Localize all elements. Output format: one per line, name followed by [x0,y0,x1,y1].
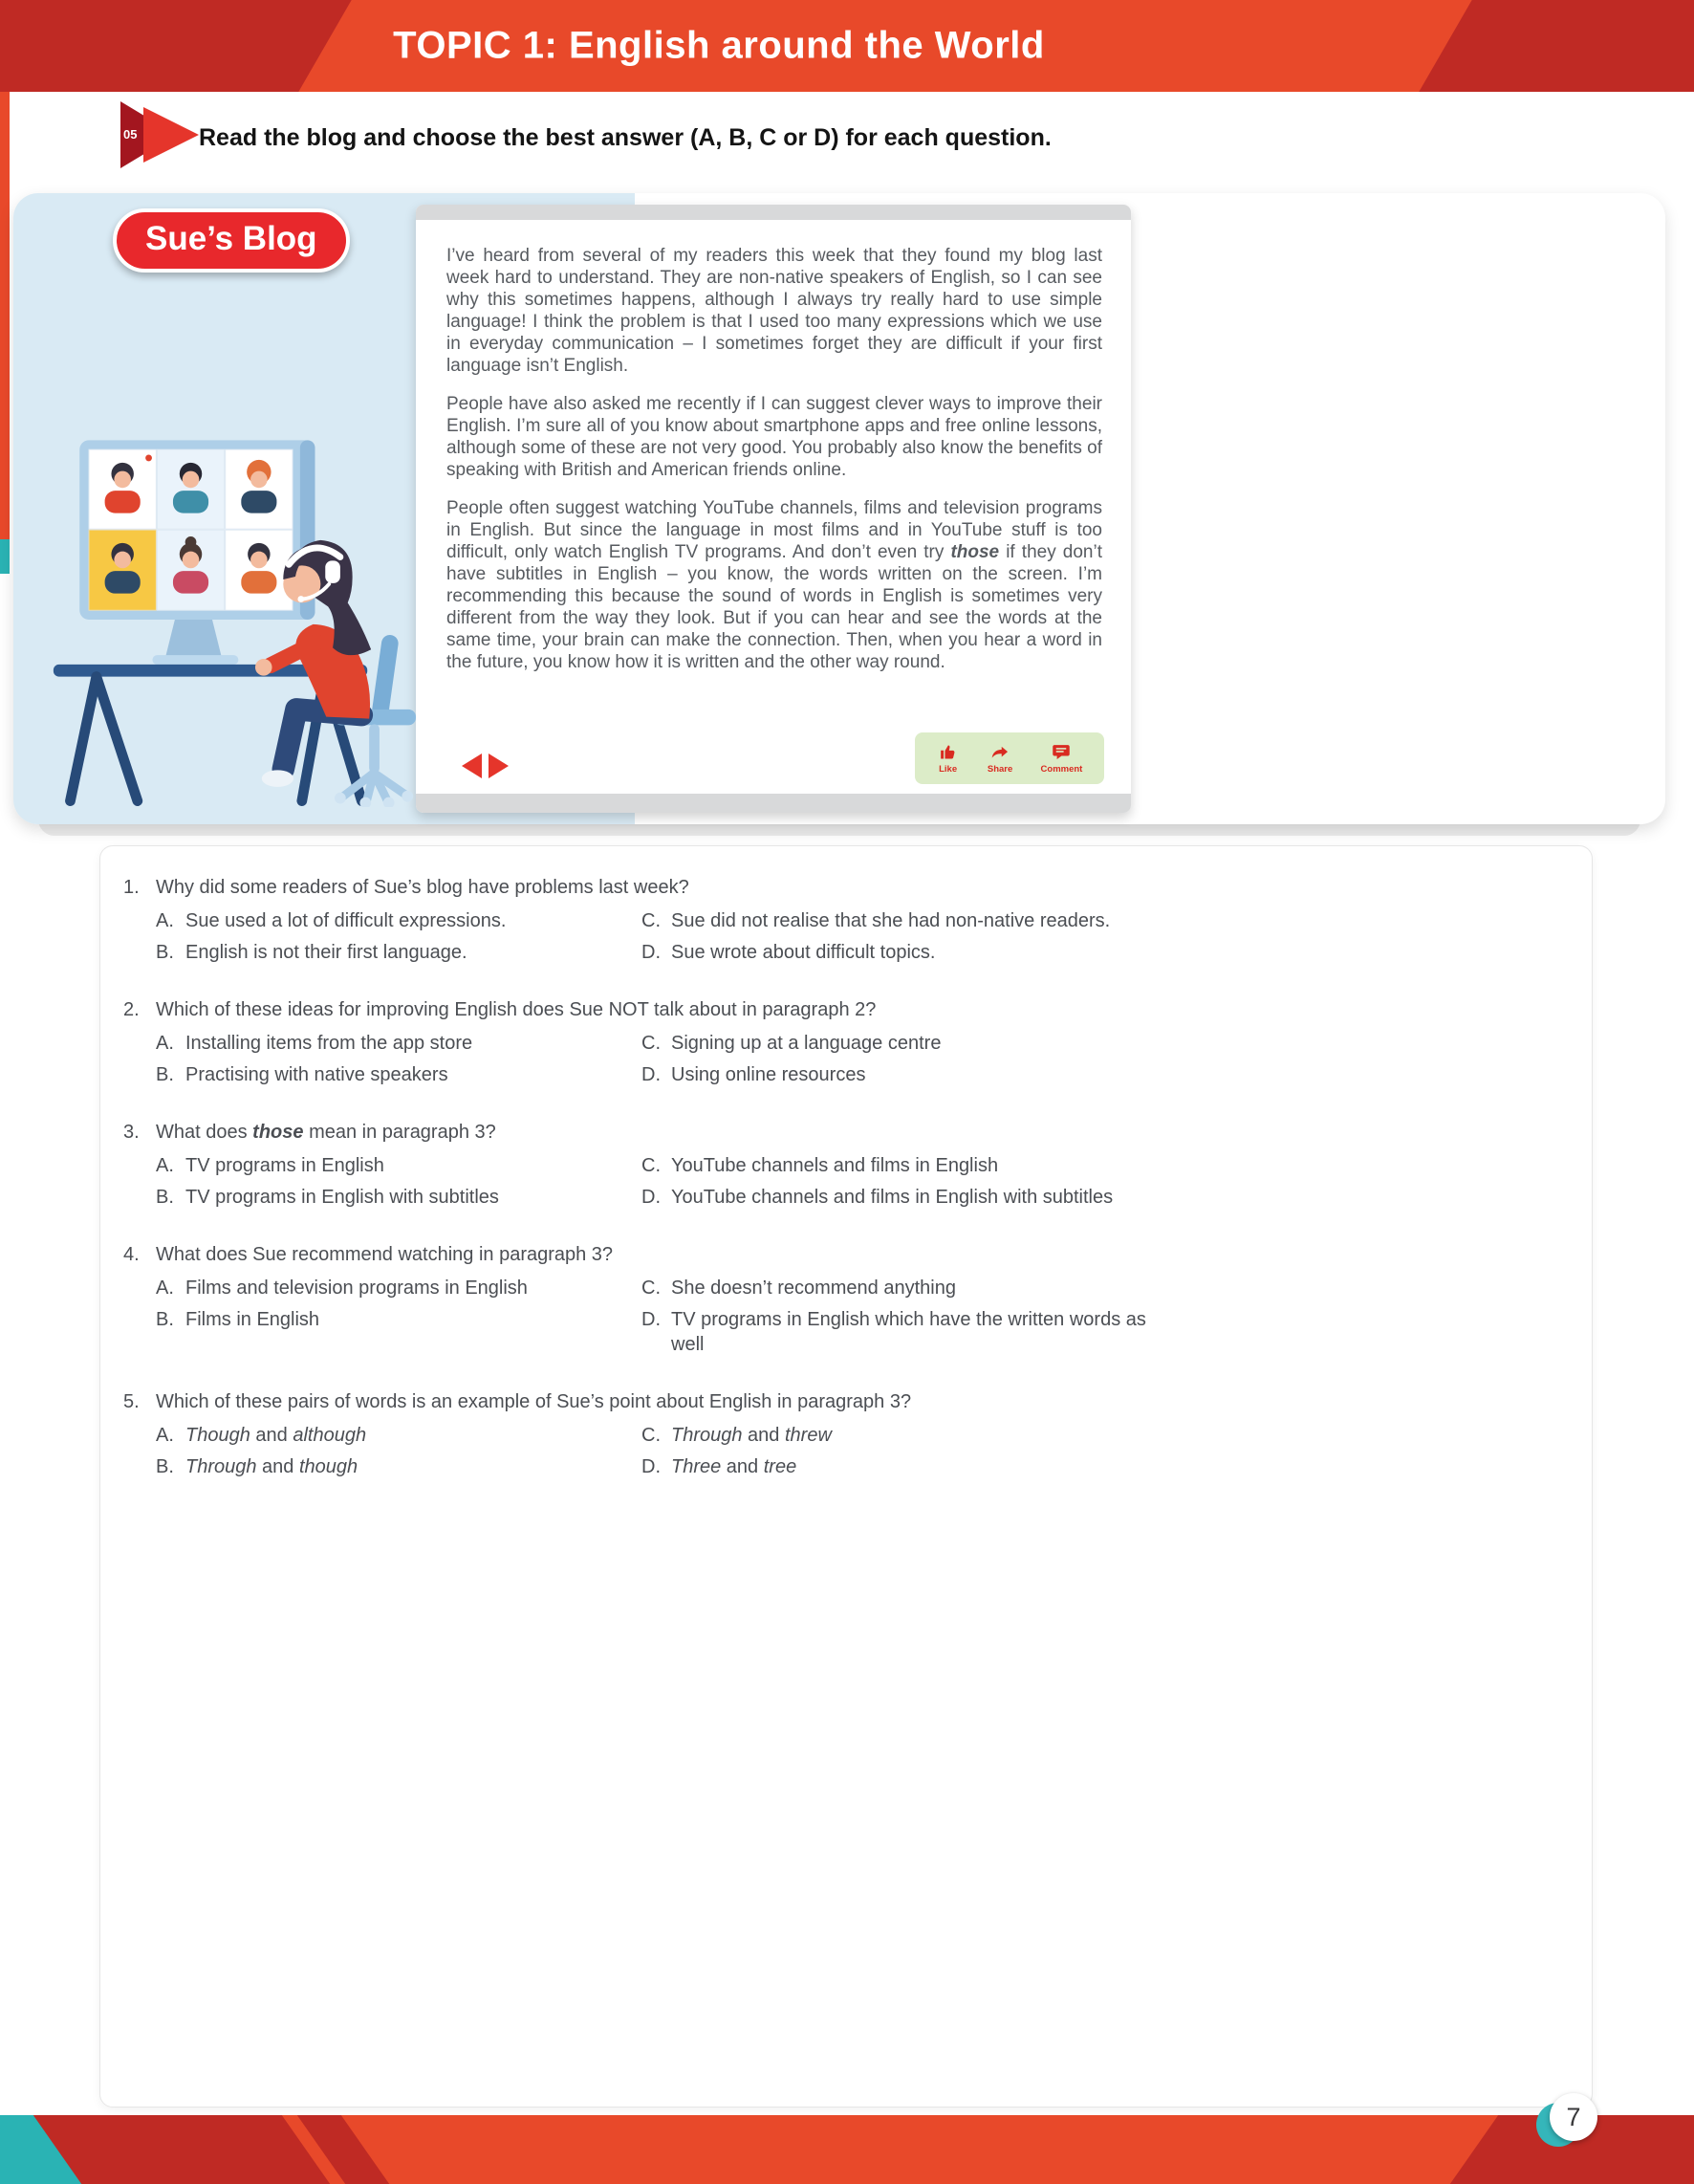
option-text: YouTube channels and films in English [671,1155,999,1176]
question-text: Which of these ideas for improving English does Sue NOT talk about in paragraph 2? [156,999,877,1020]
option-text: TV programs in English which have the written words as well [671,1309,1146,1355]
comment-label: Comment [1040,764,1083,775]
topic-title: TOPIC 1: English around the World [393,24,1045,67]
blog-pagination-arrows [462,753,509,778]
question-options [156,1423,1557,1479]
option-item [641,1307,1177,1357]
question-item [123,1242,1557,1357]
option-text: English is not their first language. [185,942,467,963]
video-call-illustration [48,432,459,807]
option-letter: B. [156,1456,174,1477]
option-item [641,1153,1177,1178]
question-number: 5. [123,1391,140,1412]
option-item [641,908,1177,933]
comment-bubble-icon [1050,742,1073,762]
option-item [156,1062,641,1087]
option-item [156,1454,641,1479]
question-item [123,997,1557,1087]
question-options [156,1276,1557,1357]
option-item [156,1307,641,1357]
page-edge-strip-teal [0,539,10,574]
question-text: Why did some readers of Sue’s blog have problems last week? [156,877,689,898]
option-letter: A. [156,1033,174,1054]
option-item [641,1185,1177,1210]
share-arrow-icon [988,742,1011,762]
page-footer [0,2115,1694,2184]
option-item [156,1185,641,1210]
share-label: Share [987,764,1013,775]
option-item [156,1423,641,1448]
page-number: 7 [1550,2093,1597,2141]
option-letter: D. [641,1456,661,1477]
blog-card-bottom-bar [416,794,1131,813]
option-item [156,908,641,933]
option-item [641,940,1177,965]
blog-title-badge: Sue’s Blog [113,208,350,273]
option-letter: C. [641,1033,661,1054]
option-text: Sue used a lot of difficult expressions. [185,910,507,931]
question-options [156,1153,1557,1210]
option-item [156,940,641,965]
option-text: Practising with native speakers [185,1064,448,1085]
option-letter: B. [156,1309,174,1330]
option-letter: D. [641,1064,661,1085]
question-text: What does Sue recommend watching in paragraph 3? [156,1244,614,1265]
option-text: Sue did not realise that she had non-native readers. [671,910,1111,931]
question-text: What does those mean in paragraph 3? [156,1122,496,1143]
option-letter: C. [641,1278,661,1299]
option-text: Films and television programs in English [185,1278,528,1299]
topic-header [0,0,1694,92]
question-item [123,875,1557,965]
option-letter: C. [641,1155,661,1176]
question-options [156,1031,1557,1087]
option-letter: D. [641,1309,661,1330]
exercise-number: 05 [123,127,138,142]
option-item [641,1062,1177,1087]
option-letter: C. [641,910,661,931]
option-letter: B. [156,1064,174,1085]
question-number: 1. [123,877,140,898]
option-text: Through and threw [671,1425,832,1446]
option-letter: C. [641,1425,661,1446]
question-item [123,1120,1557,1210]
option-text: She doesn’t recommend anything [671,1278,956,1299]
like-button[interactable] [937,742,960,775]
option-letter: A. [156,1155,174,1176]
exercise-arrow-icon [120,101,201,168]
option-letter: A. [156,1425,174,1446]
option-text: TV programs in English with subtitles [185,1187,499,1208]
option-text: YouTube channels and films in English with subtitles [671,1187,1114,1208]
share-button[interactable] [988,742,1012,775]
option-text: Signing up at a language centre [671,1033,942,1054]
blog-paragraph-3: People often suggest watching YouTube channels, films and television programs in English. But since the language in most films and in YouTube stuff is too difficult, only watch English TV programs. And don’t even try those if they don’t have subtitles in English – you know, the words written on the screen. I’m recommending this because the sound of words in English is sometimes very different from the way they look. But if you can hear and see the words at the same time, your brain can make the connection. Then, when you hear a word in the future, you know how it is written and the other way round. [446,498,1102,672]
option-item [641,1031,1177,1056]
like-label: Like [939,764,958,775]
page-edge-strip-orange [0,92,10,539]
option-item [156,1031,641,1056]
blog-section [13,193,1665,824]
option-text: Through and though [185,1456,358,1477]
option-text: Sue wrote about difficult topics. [671,942,936,963]
blog-card-top-bar [416,205,1131,220]
option-letter: A. [156,1278,174,1299]
question-options [156,908,1557,965]
question-text: Which of these pairs of words is an example of Sue’s point about English in paragraph 3? [156,1391,912,1412]
option-item [156,1153,641,1178]
option-item [641,1423,1177,1448]
blog-body [416,220,1131,673]
question-number: 3. [123,1122,140,1143]
option-letter: D. [641,942,661,963]
option-text: Three and tree [671,1456,797,1477]
previous-arrow-icon[interactable] [462,753,482,778]
option-letter: D. [641,1187,661,1208]
option-item [641,1276,1177,1300]
question-number: 2. [123,999,140,1020]
thumbs-up-icon [937,742,960,762]
option-item [156,1276,641,1300]
blog-paragraph-1: I’ve heard from several of my readers this week that they found my blog last week hard to understand. They are non-native speakers of English, so I can see why this sometimes happens, although I always try really hard to use simple language! I think the problem is that I used too many expressions which we use in everyday communication – I sometimes forget they are difficult if your first language isn’t English. [446,246,1102,376]
option-text: TV programs in English [185,1155,384,1176]
blog-paragraph-2: People have also asked me recently if I can suggest clever ways to improve their English. I’m sure all of you know about smartphone apps and free online lessons, although some of these are not very good. You probably also know the benefits of speaking with British and American friends online. [446,394,1102,480]
option-text: Films in English [185,1309,320,1330]
next-arrow-icon[interactable] [489,753,509,778]
blog-post-card [416,205,1131,813]
option-letter: B. [156,1187,174,1208]
comment-button[interactable] [1041,742,1083,775]
option-letter: B. [156,942,174,963]
question-number: 4. [123,1244,140,1265]
option-text: Installing items from the app store [185,1033,473,1054]
option-text: Though and although [185,1425,367,1446]
question-item [123,1389,1557,1479]
option-letter: A. [156,910,174,931]
option-text: Using online resources [671,1064,866,1085]
questions-panel [99,845,1593,2108]
social-actions-bar [915,732,1104,784]
option-item [641,1454,1177,1479]
exercise-instruction: Read the blog and choose the best answer (A, B, C or D) for each question. [199,124,1052,151]
exercise-arrow-bright [143,107,199,163]
